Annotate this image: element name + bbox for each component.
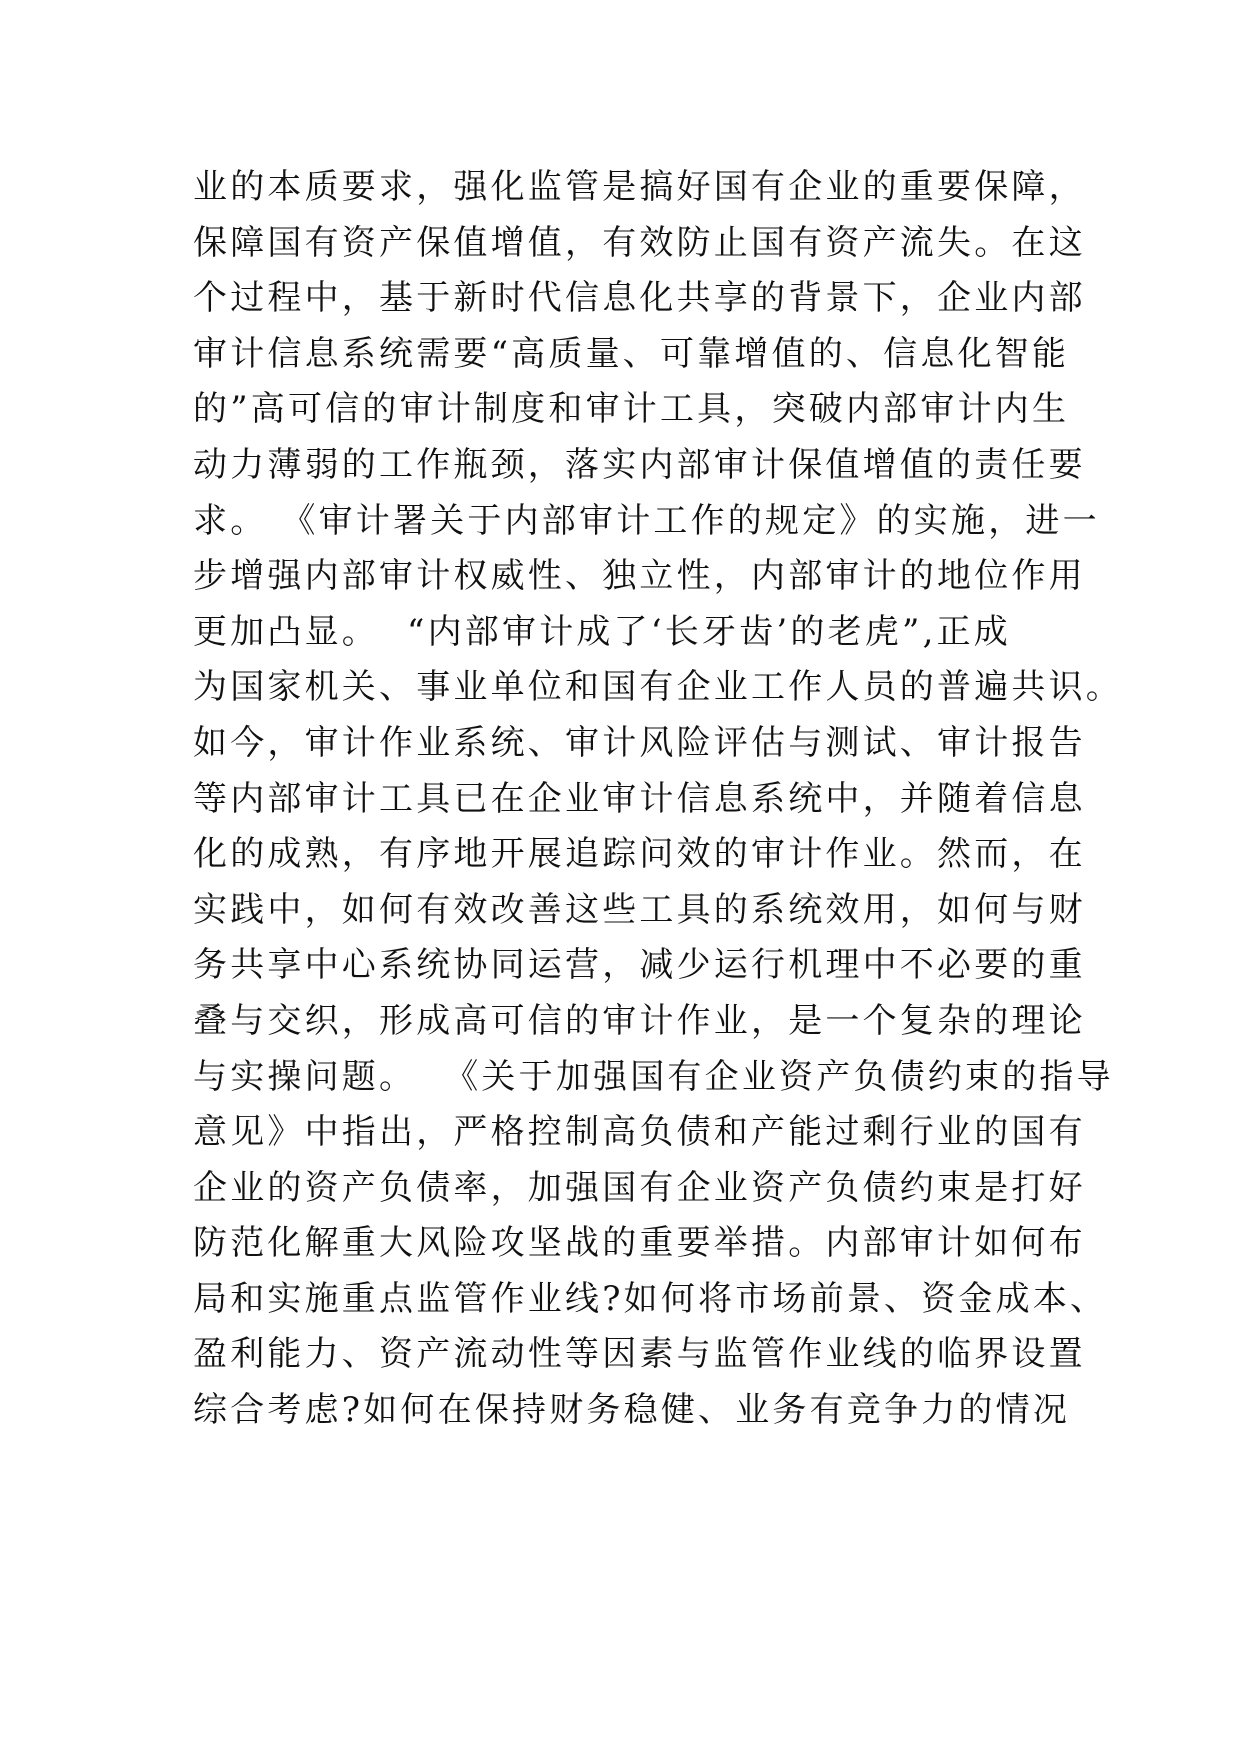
text-line: 个过程中，基于新时代信息化共享的背景下，企业内部	[193, 278, 1086, 319]
text-line: 求。 《审计署关于内部审计工作的规定》的实施，进一	[193, 500, 1100, 541]
text-line: 步增强内部审计权威性、独立性，内部审计的地位作用	[193, 556, 1086, 597]
text-line: 实践中，如何有效改善这些工具的系统效用，如何与财	[193, 889, 1086, 930]
text-line: 防范化解重大风险攻坚战的重要举措。内部审计如何布	[193, 1223, 1086, 1264]
text-line: 如今，审计作业系统、审计风险评估与测试、审计报告	[193, 722, 1086, 763]
text-line: 务共享中心系统协同运营，减少运行机理中不必要的重	[193, 945, 1086, 986]
text-line: 保障国有资产保值增值，有效防止国有资产流失。在这	[193, 222, 1086, 263]
text-line: 企业的资产负债率，加强国有企业资产负债约束是打好	[193, 1167, 1086, 1208]
text-line: 等内部审计工具已在企业审计信息系统中，并随着信息	[193, 778, 1086, 819]
text-line: 动力薄弱的工作瓶颈，落实内部审计保值增值的责任要	[193, 444, 1086, 485]
text-line: 局和实施重点监管作业线?如何将市场前景、资金成本、	[193, 1278, 1108, 1319]
text-line: 意见》中指出，严格控制高负债和产能过剩行业的国有	[193, 1112, 1086, 1153]
text-line: 化的成熟，有序地开展追踪问效的审计作业。然而，在	[193, 834, 1086, 875]
body-text	[193, 160, 1123, 1439]
text-line: 的”高可信的审计制度和审计工具，突破内部审计内生	[193, 389, 1070, 430]
text-line: 更加凸显。 “内部审计成了‘长牙齿’的老虎”,正成	[193, 611, 1012, 652]
text-line: 与实操问题。 《关于加强国有企业资产负债约束的指导	[193, 1056, 1114, 1097]
text-line: 为国家机关、事业单位和国有企业工作人员的普遍共识。	[193, 667, 1123, 708]
text-line: 盈利能力、资产流动性等因素与监管作业线的临界设置	[193, 1334, 1086, 1375]
text-line: 审计信息系统需要“高质量、可靠增值的、信息化智能	[193, 333, 1070, 374]
text-line: 叠与交织，形成高可信的审计作业，是一个复杂的理论	[193, 1000, 1086, 1041]
text-line: 综合考虑?如何在保持财务稳健、业务有竞争力的情况	[193, 1390, 1071, 1431]
text-line: 业的本质要求，强化监管是搞好国有企业的重要保障，	[193, 167, 1086, 207]
